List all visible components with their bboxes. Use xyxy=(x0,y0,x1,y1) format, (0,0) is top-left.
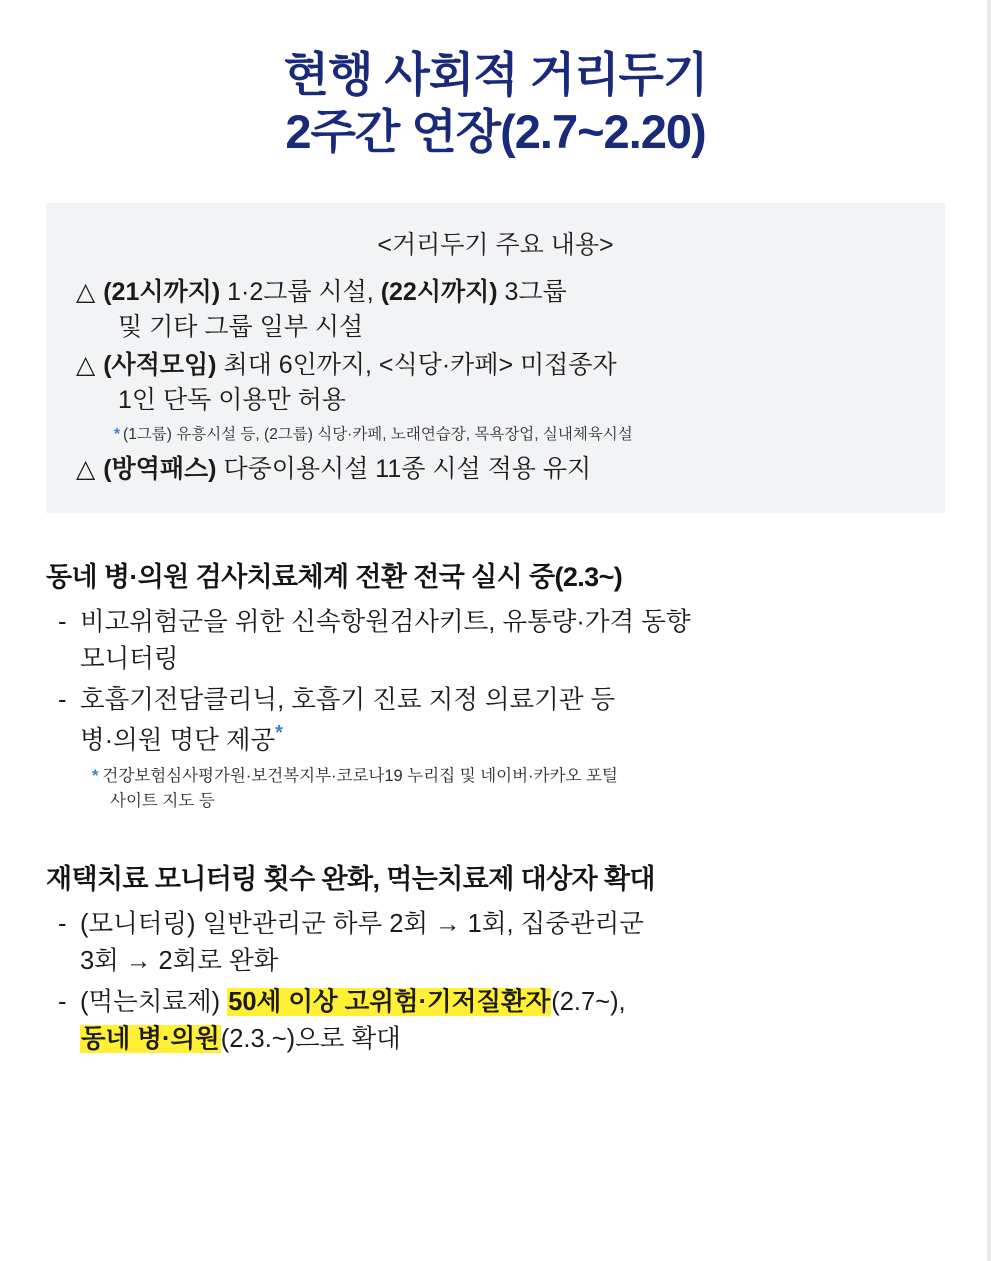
box-item xyxy=(70,452,921,488)
list-item-line-2: 3회 → 2회로 완화 xyxy=(80,946,279,975)
list-item-text xyxy=(80,604,945,678)
box-item-bold-1: (21시까지) xyxy=(103,277,221,306)
highlighted-text-1: 50세 이상 고위험·기저질환자 xyxy=(228,987,551,1016)
section-title: 동네 병·의원 검사치료체계 전환 전국 실시 중(2.3~) xyxy=(46,562,623,593)
list-item-middle: (2.7~), xyxy=(551,987,626,1016)
list-item-text xyxy=(80,682,945,759)
box-item-text-1: 1·2그룹 시설, xyxy=(220,277,381,306)
dash-bullet-icon: - xyxy=(58,608,67,637)
note-star-icon: * xyxy=(92,766,99,785)
list-item xyxy=(46,984,945,1058)
list-item-line-2: 모니터링 xyxy=(80,645,179,674)
list-item xyxy=(46,906,945,980)
distancing-summary-box xyxy=(46,203,945,514)
box-item-bold-2: (22시까지) xyxy=(380,277,498,306)
dash-bullet-icon: - xyxy=(58,909,67,938)
section-note xyxy=(46,764,945,815)
list-item-line-2: 병·의원 명단 제공 xyxy=(80,726,276,755)
box-item xyxy=(70,348,921,419)
box-item-bold-1: (방역패스) xyxy=(103,454,217,483)
footnote-star-icon: * xyxy=(114,425,121,443)
box-heading: <거리두기 주요 내용> xyxy=(377,230,614,259)
title-line-1: 현행 사회적 거리두기 xyxy=(283,48,708,101)
box-item-indent: 및 기타 그룹 일부 시설 xyxy=(118,313,364,342)
box-item xyxy=(70,275,921,346)
triangle-bullet-icon: △ xyxy=(76,277,96,306)
section-home-treatment xyxy=(46,857,945,1058)
list-item xyxy=(46,682,945,759)
triangle-bullet-icon: △ xyxy=(76,454,96,483)
box-footnote xyxy=(70,423,921,446)
section-clinic-testing xyxy=(46,555,945,815)
section-title: 재택치료 모니터링 횟수 완화, 먹는치료제 대상자 확대 xyxy=(46,863,655,894)
list-item-suffix: (2.3.~)으로 확대 xyxy=(220,1024,401,1053)
dash-bullet-icon: - xyxy=(58,987,67,1016)
box-item-bold-1: (사적모임) xyxy=(103,350,217,379)
list-item-text xyxy=(80,906,945,980)
box-item-text-2: 3그룹 xyxy=(497,277,567,306)
triangle-bullet-icon: △ xyxy=(76,350,96,379)
list-item-line-1: 호흡기전담클리닉, 호흡기 진료 지정 의료기관 등 xyxy=(80,686,616,715)
box-item-indent: 1인 단독 이용만 허용 xyxy=(118,386,346,415)
page-edge-line xyxy=(987,0,991,1261)
list-item-text xyxy=(80,984,945,1058)
list-item xyxy=(46,604,945,678)
list-item-line-1: (모니터링) 일반관리군 하루 2회 → 1회, 집중관리군 xyxy=(80,909,644,938)
note-line-2: 사이트 지도 등 xyxy=(110,792,215,811)
list-item-prefix: (먹는치료제) xyxy=(80,987,228,1016)
star-marker-icon: * xyxy=(275,722,283,745)
box-item-text-1: 최대 6인까지, <식당·카페> 미접종자 xyxy=(216,350,617,379)
list-item-line-1: 비고위험군을 위한 신속항원검사키트, 유통량·가격 동향 xyxy=(80,608,691,637)
page-title xyxy=(46,0,945,161)
highlighted-text-2: 동네 병·의원 xyxy=(81,1024,220,1053)
title-line-2: 2주간 연장(2.7~2.20) xyxy=(285,105,706,159)
dash-bullet-icon: - xyxy=(58,686,67,715)
box-item-text-1: 다중이용시설 11종 시설 적용 유지 xyxy=(216,454,592,483)
note-line-1: 건강보험심사평가원·보건복지부·코로나19 누리집 및 네이버·카카오 포털 xyxy=(102,766,618,785)
footnote-text: (1그룹) 유흥시설 등, (2그룹) 식당·카페, 노래연습장, 목욕장업, 실내체육시설 xyxy=(123,425,633,443)
